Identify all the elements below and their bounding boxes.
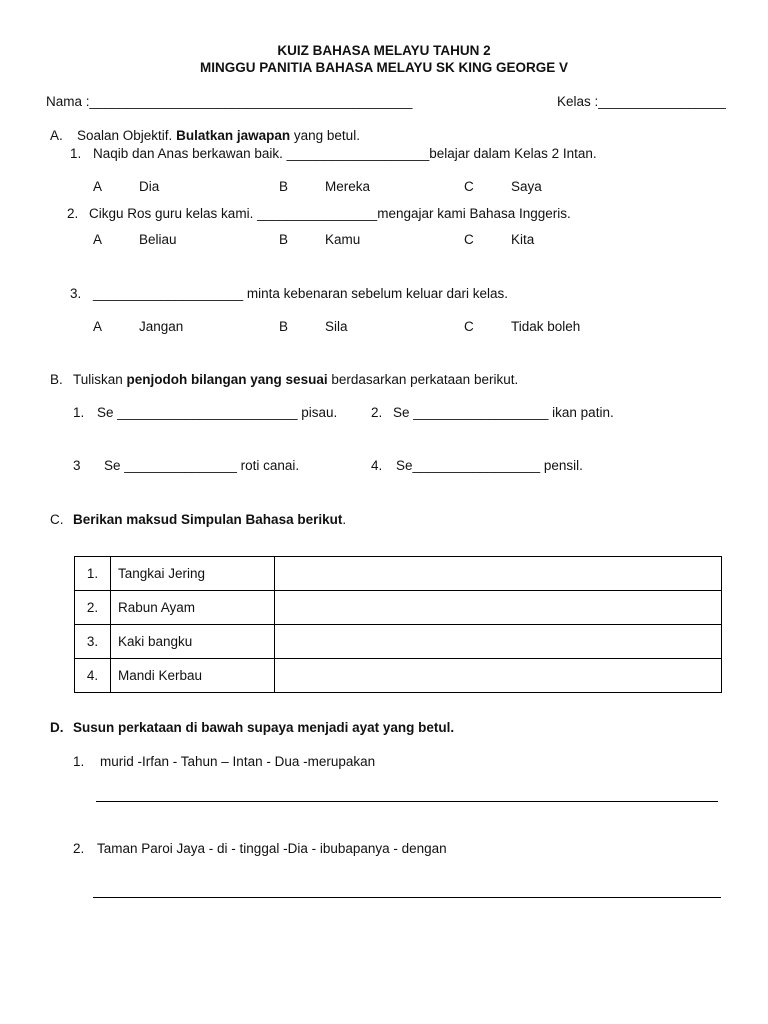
section-b-instr-post: berdasarkan perkataan berikut. <box>331 372 519 387</box>
option-letter[interactable]: B <box>279 179 289 194</box>
option-letter[interactable]: A <box>93 232 103 247</box>
section-a-instr-bold: Bulatkan jawapan <box>176 128 291 143</box>
option-letter[interactable]: B <box>279 319 289 334</box>
option-text[interactable]: Beliau <box>139 232 177 247</box>
scrambled-sentence: Taman Paroi Jaya - di - tinggal -Dia - ibubapanya - dengan <box>97 841 447 856</box>
option-text[interactable]: Kita <box>511 232 535 247</box>
section-c-letter: C. <box>50 512 64 527</box>
option-text[interactable]: Dia <box>139 179 160 194</box>
answer-cell[interactable] <box>275 557 722 591</box>
item-number: 4. <box>371 458 383 473</box>
section-a-letter: A. <box>50 128 63 143</box>
question-text: ____________________ minta kebenaran sebelum keluar dari kelas. <box>93 286 509 301</box>
answer-line[interactable] <box>96 801 718 802</box>
section-c-instr-post: . <box>342 512 347 527</box>
answer-cell[interactable] <box>275 591 722 625</box>
item-number: 1. <box>73 754 85 769</box>
row-number: 2. <box>75 591 111 625</box>
answer-line[interactable] <box>93 897 721 898</box>
section-c-instruction <box>73 512 346 528</box>
option-letter[interactable]: C <box>464 232 474 247</box>
question-number: 2. <box>67 206 79 221</box>
option-text[interactable]: Jangan <box>139 319 184 334</box>
option-text[interactable]: Saya <box>511 179 542 194</box>
term-cell: Rabun Ayam <box>111 591 275 625</box>
nama-field[interactable]: Nama :___________________________________________ <box>46 94 413 109</box>
option-letter[interactable]: C <box>464 319 474 334</box>
item-number: 1. <box>73 405 85 420</box>
section-d-letter: D. <box>50 720 64 735</box>
fill-blank-item[interactable]: Se_________________ pensil. <box>396 458 583 473</box>
option-letter[interactable]: A <box>93 179 103 194</box>
answer-cell[interactable] <box>275 625 722 659</box>
section-a-instr-post: yang betul. <box>293 128 360 143</box>
row-number: 4. <box>75 659 111 693</box>
option-text[interactable]: Tidak boleh <box>511 319 581 334</box>
row-number: 1. <box>75 557 111 591</box>
row-number: 3. <box>75 625 111 659</box>
option-letter[interactable]: C <box>464 179 474 194</box>
section-a-instruction <box>77 128 360 144</box>
section-b-letter: B. <box>50 372 63 387</box>
item-number: 3 <box>73 458 81 473</box>
table-row <box>75 591 722 625</box>
section-b-instr-bold: penjodoh bilangan yang sesuai <box>126 372 328 387</box>
scrambled-sentence: murid -Irfan - Tahun – Intan - Dua -merupakan <box>100 754 376 769</box>
option-text[interactable]: Kamu <box>325 232 361 247</box>
term-cell: Tangkai Jering <box>111 557 275 591</box>
question-number: 1. <box>70 146 82 161</box>
quiz-title: KUIZ BAHASA MELAYU TAHUN 2 <box>277 43 491 58</box>
fill-blank-item[interactable]: Se __________________ ikan patin. <box>393 405 614 420</box>
section-a-instr-pre: Soalan Objektif. <box>77 128 173 143</box>
table-row <box>75 557 722 591</box>
table-row <box>75 659 722 693</box>
fill-blank-item[interactable]: Se _______________ roti canai. <box>104 458 300 473</box>
fill-blank-item[interactable]: Se ________________________ pisau. <box>97 405 338 420</box>
option-text[interactable]: Mereka <box>325 179 371 194</box>
table-row <box>75 625 722 659</box>
question-text: Naqib dan Anas berkawan baik. ___________________belajar dalam Kelas 2 Intan. <box>93 146 597 161</box>
option-letter[interactable]: A <box>93 319 103 334</box>
section-c-instr-bold: Berikan maksud Simpulan Bahasa berikut <box>73 512 343 527</box>
item-number: 2. <box>73 841 85 856</box>
option-text[interactable]: Sila <box>325 319 348 334</box>
option-letter[interactable]: B <box>279 232 289 247</box>
question-text: Cikgu Ros guru kelas kami. ________________mengajar kami Bahasa Inggeris. <box>89 206 571 221</box>
kelas-field[interactable]: Kelas :_________________ <box>557 94 726 109</box>
quiz-subtitle: MINGGU PANITIA BAHASA MELAYU SK KING GEORGE V <box>199 60 569 75</box>
question-number: 3. <box>70 286 82 301</box>
term-cell: Kaki bangku <box>111 625 275 659</box>
section-b-instruction <box>73 372 518 388</box>
section-b-instr-pre: Tuliskan <box>73 372 123 387</box>
answer-cell[interactable] <box>275 659 722 693</box>
section-d-instruction: Susun perkataan di bawah supaya menjadi ayat yang betul. <box>73 720 455 735</box>
term-cell: Mandi Kerbau <box>111 659 275 693</box>
simpulan-bahasa-table <box>74 556 722 693</box>
item-number: 2. <box>371 405 383 420</box>
